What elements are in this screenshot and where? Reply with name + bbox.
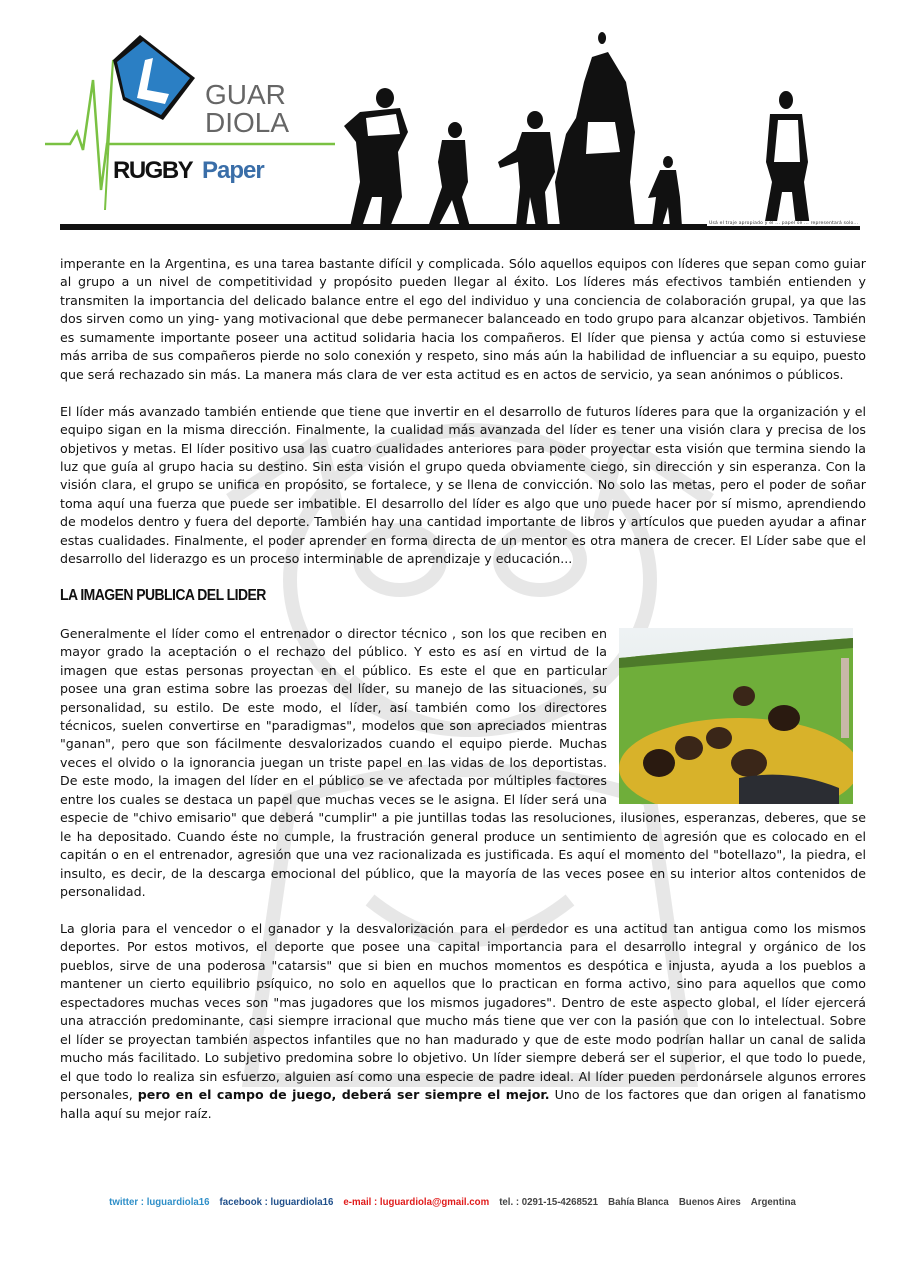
rugby-players-silhouettes-banner bbox=[330, 22, 870, 232]
page-footer bbox=[36, 1196, 869, 1208]
logo-guar-text: GUAR bbox=[205, 79, 286, 110]
rugby-team-huddle-photo bbox=[619, 628, 853, 804]
logo-rugby-text: RUGBY bbox=[113, 157, 193, 184]
paragraph-intro-2: El líder más avanzado también entiende que tiene que invertir en el desarrollo de futuros líderes para que la organización y el equipo sigan en la misma dirección. Finalmente, la cualidad más avanzada del líder es tener una visión clara y precisa de los objetivos y metas. El líder positivo usa las cuatro cualidades anteriores para poder proyectar esta visión que termina siendo la luz que guía al grupo hacia su destino. Sin esta visión el grupo queda obviamente ciego, sin dirección y sin esperanza. Con la visión clara, el grupo se unifica en propósito, se fortalece, y se llena de convicción. No solo las metas, pero el poder de soñar toma aquí una fuerza que puede ser imbatible. El desarrollo del líder es algo que uno puede hacer por sí mismo, aprendiendo de modelos dentro y fuera del deporte. También hay una cantidad importante de libros y artículos que pueden ayudar a afinar estas cualidades. Finalmente, el poder aprender en forma directa de un mentor es otra manera de crecer. El Líder sabe que el desarrollo del liderazgo es un proceso interminable de aprendizaje y educación... bbox=[60, 403, 866, 567]
article-body bbox=[60, 255, 866, 1141]
bold-emphasis: pero en el campo de juego, deberá ser siempre el mejor. bbox=[137, 1087, 550, 1103]
guardiola-rugby-paper-logo bbox=[45, 20, 345, 230]
section-paragraph-2: La gloria para el vencedor o el ganador y la desvalorización para el perdedor es una actitud tan antigua como los mismos deportes. Por estos motivos, el deporte que posee una capital importancia para el desarrollo integral y orgánico de los pueblos, sirve de una poderosa "catarsis" que si bien en muchos momentos es despótica e injusta, ayuda a los pueblos a mantener un cierto equilibrio psíquico, no solo en aquellos que lo practican en forma activo, sino para aquellos que como espectadores muchas veces son "mas jugadores que los mismos jugadores". Dentro de este aspecto global, el líder ejercerá una atracción predominante, casi siempre irracional que mucho más tiene que ver con la pasión que con lo intelectual. Sobre el líder se proyectan también aspectos infantiles que no han madurado y que de este modo podrían hallar un canal de salida mucho más facilitado. Lo subjetivo predomina sobre lo objetivo. Un líder siempre deberá ser el superior, el que todo lo puede, el que todo lo realiza sin esfuerzo, alguien así como una especie de padre ideal. Al líder pueden perdonársele algunos errores personales, pero en el campo de juego, deberá ser siempre el mejor. Uno de los factores que dan origen al fanatismo halla aquí su mejor raíz. bbox=[60, 921, 867, 1121]
footer-facebook-link[interactable]: facebook : luguardiola16 bbox=[219, 1196, 334, 1208]
footer-province: Buenos Aires bbox=[678, 1196, 741, 1208]
footer-city: Bahía Blanca bbox=[608, 1196, 669, 1208]
page-header bbox=[0, 0, 905, 240]
paragraph-intro-1: imperante en la Argentina, es una tarea bastante difícil y complicada. Sólo aquellos equipos con líderes que sepan como guiar al grupo a un nivel de competitividad y propósito pueden llegar al éxito. Los líderes más efectivos también entienden y transmiten la importancia del delicado balance entre el ego del individuo y una conciencia de colaboración grupal, ya que las dos sirven como un ying- yang motivacional que debe permanecer balanceado en todo grupo para alcanzar objetivos. También es sumamente importante poseer una actitud solidaria hacia los compañeros. El líder que piensa y actúa como si estuviese más arriba de sus compañeros pierde no solo conexión y respeto, sino más aún la habilidad de influenciar a su equipo, puesto que será rechazado sin más. La manera más clara de ver esta actitud es en actos de servicio, ya sean anónimos o públicos. bbox=[60, 256, 866, 382]
section-heading: LA IMAGEN PUBLICA DEL LIDER bbox=[60, 587, 266, 605]
footer-phone: tel. : 0291-15-4268521 bbox=[499, 1196, 599, 1208]
logo-diola-text: DIOLA bbox=[205, 107, 290, 138]
banner-caption: Usá el traje apropiado y el ... papel se ... representará solo... bbox=[709, 221, 859, 226]
section-paragraph-1: Generalmente el líder como el entrenador o director técnico , son los que reciben en mayor grado la aceptación o el rechazo del público. Y esto es así en virtud de la imagen que estas personas proyectan en el público. Es este el que en particular posee una gran estima sobre las proezas del líder, su manejo de las situaciones, su personalidad, su estilo. De este modo, el líder, así también como los directores técnicos, suelen convertirse en "paradigmas", modelos que son apreciados mientras "ganan", pero que son fácilmente desvalorizados cuando el equipo pierde. Muchas veces el olvido o la ignorancia juegan un triste papel en las vidas de los deportistas. De este modo, la imagen del líder en el público se ve afectada por múltiples factores entre los cuales se destaca un papel que muchas veces se le asigna. El líder será una especie de "chivo emisario" que deberá "cumplir" a pie juntillas todas las resoluciones, ilusiones, esperanzas, deberes, que se le ha depositado. Cuando éste no cumple, la frustración general produce un sentimiento de agresión que es colocado en el capitán o en el entrenador, agresión que una vez racionalizada es justificada. Es aquí el momento del "botellazo", la piedra, el insulto, es decir, de la descarga emocional del público, que la mayoría de las veces posee en su interior altos contenidos de personalidad. bbox=[60, 625, 866, 900]
footer-twitter-link[interactable]: twitter : luguardiola16 bbox=[109, 1196, 210, 1208]
footer-email-link[interactable]: e-mail : luguardiola@gmail.com bbox=[343, 1196, 490, 1208]
logo-paper-text: Paper bbox=[202, 157, 264, 184]
footer-country: Argentina bbox=[750, 1196, 796, 1208]
